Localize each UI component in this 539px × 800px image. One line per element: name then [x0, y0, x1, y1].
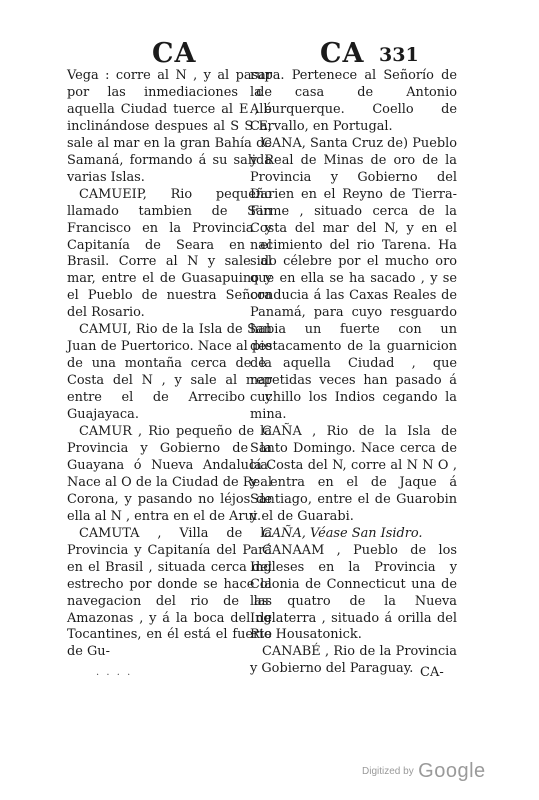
google-watermark — [362, 760, 486, 783]
google-logo: Google — [418, 760, 486, 782]
watermark-prefix: Digitized by — [362, 766, 414, 777]
entry-camui: CAMUI, Rio de la Isla de San Juan de Puertorico. Nace al pie de una montaña cerca de la Costa del N , y sale al mar entre el de Arrecibo y Guajayaca. — [67, 322, 272, 423]
page-number: 331 — [379, 44, 419, 66]
catchword: CA- — [420, 665, 444, 680]
running-head-right: CA — [320, 38, 365, 69]
right-column — [250, 68, 457, 678]
left-column — [67, 68, 272, 661]
entry-canaam: CANAAM , Pueblo de los Ingleses en la Provincia y Colonia de Connecticut una de las quatro de la Nueva Inglaterra , situado á orilla del Rio Housatonick. — [250, 542, 457, 643]
entry-camur: CAMUR , Rio pequeño de la Provincia y Gobierno de la Guayana ó Nueva Andalucía. Nace al O de la Ciudad de Real Corona, y pasando no léjos de ella al N , entra en el de Arui. — [67, 424, 272, 524]
entry-canabe: CANABÉ , Rio de la Provincia y Gobierno del Paraguay. — [250, 644, 457, 677]
entry-camuta: CAMUTA , Villa de la Provincia y Capitanía del Pará en el Brasil , situada cerca del estrecho por donde se hace la navegacion del rio de las Amazonas , y á la boca del de Tocantines, en él está el fuerte de Gu- — [67, 525, 272, 660]
entry-cana-vease: CAÑA, Véase San Isidro. — [262, 525, 423, 541]
signature-mark: · · · · — [96, 670, 133, 681]
entry-cana-rio: CAÑA , Rio de la Isla de Santo Domingo. Nace cerca de la Costa del N, corre al N N O , y entra en el de Jaque á Santiago, entre el de Guarobin y el de Guarabi. — [250, 424, 457, 524]
entry-cana-santa-cruz: CANA, Santa Cruz de) Pueblo y Real de Minas de oro de la Provincia y Gobierno del Darien en el Reyno de Tierra-Firme , situado cerca de la Costa del mar del N, y en el nacimiento del rio Tarena. Ha sido célebre por el mucho oro que en ella se ha sacado , y se conducia á las Caxas Reales de Panamá, para cuyo resguardo habia un fuerte con un destacamento de la guarnicion de aquella Ciudad , que repetidas veces han pasado á cuchillo los Indios cegando la mina. — [250, 135, 457, 423]
running-head-left: CA — [152, 38, 197, 69]
entry-camueip: CAMUEIP, Rio pequeño llamado tambien de San Francisco en la Provincia y Capitanía de Seara en el Brasil. Corre al N y sale al mar, entre el de Guasapuino y el Pueblo de nuestra Señora del Rosario. — [67, 186, 272, 321]
entry-camuta-continuation: rupa. Pertenece al Señorío de la casa de Antonio Alburquerque. Coello de Carvallo, en Portugal. — [250, 68, 457, 134]
entry-vega-continuation: Vega : corre al N , y al pasar por las inmediaciones de aquella Ciudad tuerce al E , é inclinándose despues al S S E, sale al mar en la gran Bahía de Samaná, formando á su salida varias Islas. — [67, 68, 272, 185]
